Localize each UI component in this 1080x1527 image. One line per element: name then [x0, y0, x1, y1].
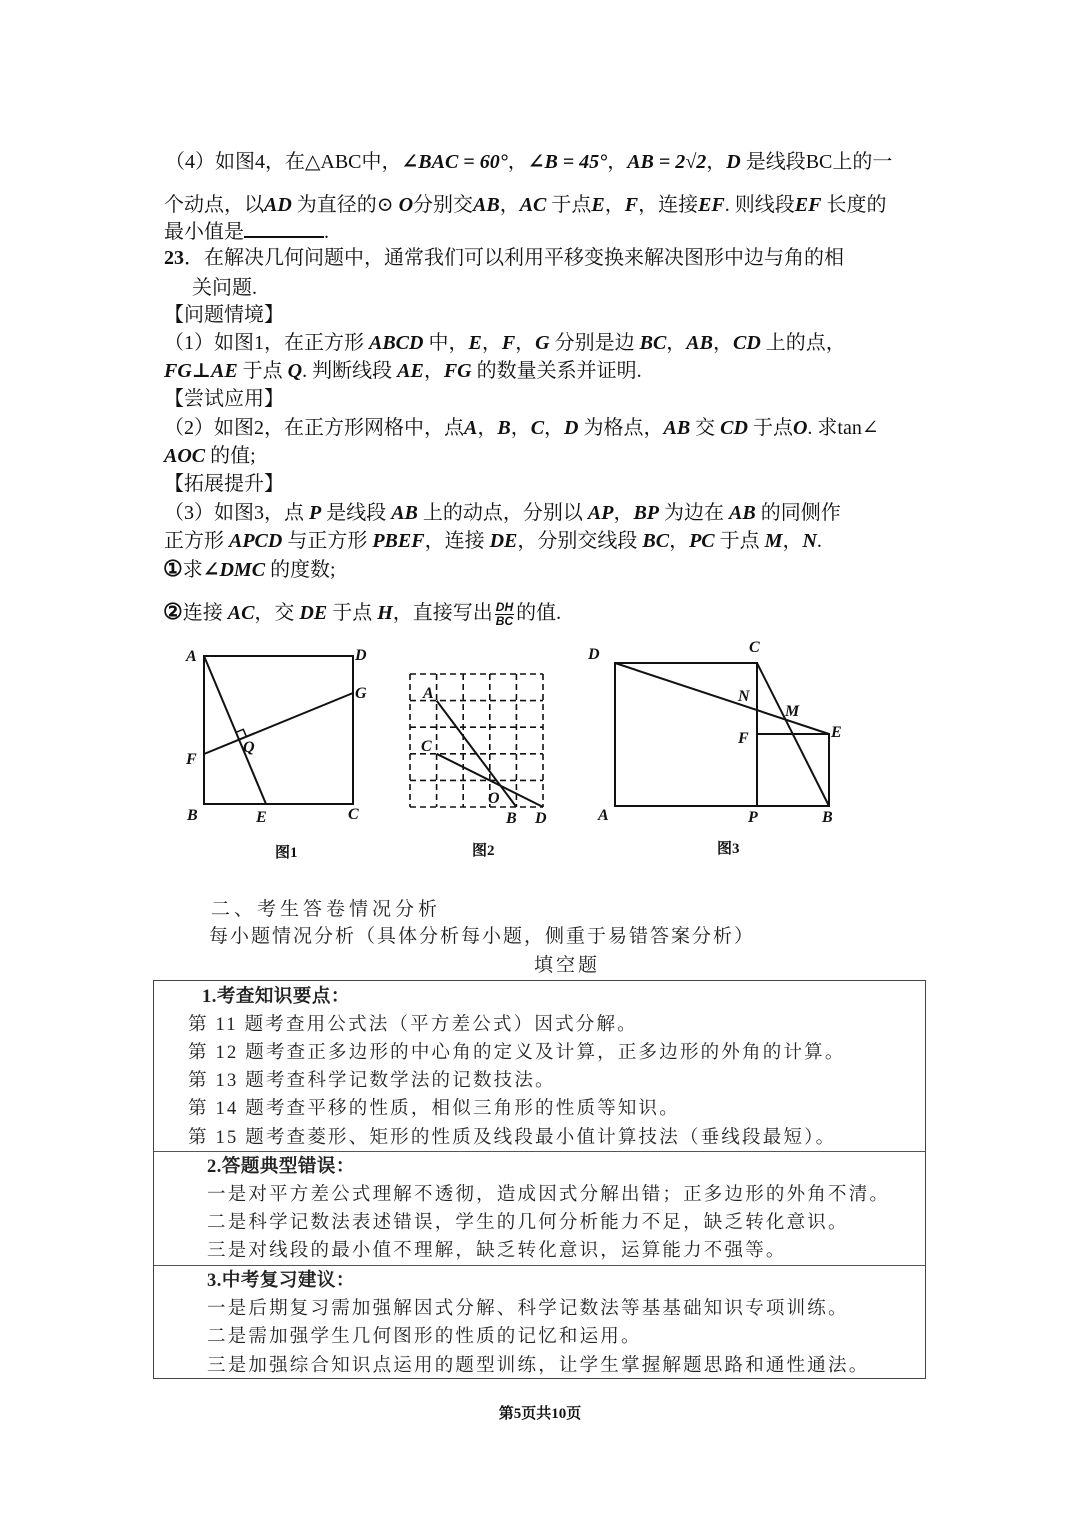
math-run: BC	[642, 530, 670, 552]
section-title-problem-situation: 【问题情境】	[164, 304, 284, 326]
label-a: A	[186, 648, 197, 665]
math-run: AC	[519, 194, 547, 216]
text-run: ，	[510, 417, 531, 439]
math-run: CD	[732, 332, 761, 354]
list-item: 一是后期复习需加强解因式分解、科学记数法等基基础知识专项训练。	[207, 1299, 849, 1319]
label-g: G	[355, 685, 367, 702]
text-run: ，	[666, 332, 687, 354]
label-a: A	[598, 807, 609, 824]
text-run: ，	[669, 530, 690, 552]
math-run: CD	[720, 417, 748, 439]
text-run: ，分别交线段	[517, 530, 643, 552]
label-c: C	[749, 639, 760, 656]
text-run: ，	[544, 417, 565, 439]
text-run: 中，	[423, 332, 469, 354]
text-run: ，直接写出	[392, 602, 493, 624]
math-run: ∠DMC	[202, 559, 266, 581]
row-heading: 2.答题典型错误：	[207, 1157, 355, 1177]
math-run: O	[792, 417, 808, 439]
text-run: . 求tan∠	[807, 417, 879, 439]
figure-3	[615, 663, 829, 806]
square-abcd	[204, 656, 353, 804]
section-title: 二、考生答卷情况分析	[211, 899, 442, 920]
math-run: PC	[689, 530, 715, 552]
text-run: ，	[507, 151, 528, 173]
text-run: （3）如图3，点	[164, 502, 309, 524]
table-row-knowledge-points	[154, 981, 925, 1151]
label-e: E	[256, 809, 267, 826]
text-run: 的数量关系并证明.	[471, 360, 642, 382]
math-run: BC	[639, 332, 667, 354]
label-e: E	[831, 724, 842, 741]
math-run: AC	[227, 602, 255, 624]
list-item: 第 13 题考查科学记数学法的记数技法。	[188, 1071, 556, 1091]
math-run: PBEF	[372, 530, 425, 552]
square-pbef	[757, 734, 829, 806]
figure-3-labels	[587, 639, 842, 857]
label-n: N	[738, 688, 750, 705]
text-run: 分别是边	[549, 332, 640, 354]
math-run: D	[726, 151, 741, 173]
text-run: ，	[712, 332, 733, 354]
text-run: 交	[690, 417, 721, 439]
math-run: DE	[489, 530, 518, 552]
math-run: AB = 2√2	[627, 151, 707, 173]
text-run: 的值;	[205, 445, 256, 467]
text-run: ，	[515, 332, 536, 354]
text-run: 于点	[237, 360, 288, 382]
math-run: AB	[391, 502, 418, 524]
math-run: EF	[794, 194, 822, 216]
math-run: EF	[698, 194, 725, 216]
text-run: 是线段BC上的一	[740, 151, 893, 173]
math-run: FG⊥AE	[164, 360, 238, 382]
figure-2-labels	[421, 685, 547, 859]
section-subtitle: 每小题情况分析（具体分析每小题，侧重于易错答案分析）	[209, 926, 756, 947]
math-run: O	[398, 194, 414, 216]
page-number: 第5页共10页	[498, 1406, 582, 1422]
text-run: 个动点，以	[164, 194, 264, 216]
label-d: D	[355, 647, 367, 664]
text-run: .	[816, 530, 822, 552]
math-run: AP	[587, 502, 614, 524]
text-run: 与正方形	[282, 530, 373, 552]
figure-1	[204, 656, 353, 804]
label-d: D	[535, 810, 547, 827]
section-title-extension: 【拓展提升】	[164, 473, 284, 495]
figure-1-labels	[185, 647, 367, 861]
problem23-intro-line2: 关问题.	[192, 277, 257, 299]
text-run: （1）如图1，在正方形	[164, 332, 369, 354]
list-item: 三是加强综合知识点运用的题型训练，让学生掌握解题思路和通性通法。	[207, 1356, 870, 1376]
text-run: 分别交	[413, 194, 474, 216]
math-run: E	[591, 194, 605, 216]
label-b: B	[187, 807, 198, 824]
text-run: 的值.	[516, 602, 562, 624]
math-run: DE	[299, 602, 328, 624]
math-run: APCD	[229, 530, 283, 552]
math-run: M	[764, 530, 783, 552]
figure-3-caption: 图3	[717, 841, 740, 857]
math-run: F	[501, 332, 516, 354]
list-item: 第 15 题考查菱形、矩形的性质及线段最小值计算技法（垂线段最短）。	[188, 1128, 837, 1148]
text-run: 为边在	[659, 502, 730, 524]
list-item: 二是需加强学生几何图形的性质的记忆和运用。	[207, 1327, 642, 1347]
math-run: ∠BAC = 60°	[401, 151, 508, 173]
math-run: E	[468, 332, 482, 354]
text-run: ，	[706, 151, 727, 173]
text-run: ，	[423, 360, 444, 382]
circled-number-2: ②	[163, 599, 183, 624]
problem-number: 23	[164, 247, 184, 269]
label-f: F	[186, 751, 197, 768]
analysis-table	[153, 980, 926, 1379]
text-run: . 判断线段	[302, 360, 398, 382]
text-run: ，交	[254, 602, 300, 624]
text-run: （2）如图2，在正方形网格中，点	[164, 417, 464, 439]
math-run: ABCD	[369, 332, 424, 354]
math-run: AB	[663, 417, 691, 439]
list-item: 第 11 题考查用公式法（平方差公式）因式分解。	[188, 1015, 638, 1035]
fraction-denominator: BC	[495, 613, 514, 628]
table-row-review-suggestions	[154, 1265, 925, 1379]
math-run: C	[530, 417, 545, 439]
math-run: H	[377, 602, 393, 624]
label-o: O	[488, 790, 500, 807]
text-run: ，	[607, 151, 628, 173]
list-item: 一是对平方差公式理解不透彻，造成因式分解出错；正多边形的外角不清。	[207, 1185, 891, 1205]
text-run: .	[324, 221, 329, 243]
label-f: F	[738, 730, 749, 747]
text-run: ，连接	[424, 530, 490, 552]
math-run: Q	[287, 360, 303, 382]
list-item: 第 14 题考查平移的性质，相似三角形的性质等知识。	[188, 1099, 680, 1119]
figure-1-caption: 图1	[275, 845, 298, 861]
label-q: Q	[243, 739, 255, 756]
text-run: 上的点，	[760, 332, 846, 354]
text-run: . 则线段	[724, 194, 795, 216]
text-run: ，	[604, 194, 625, 216]
text-run: （4）如图4，在△ABC中，	[165, 151, 402, 173]
math-run: AB	[686, 332, 713, 354]
text-run: ，连接	[638, 194, 699, 216]
text-run: 的度数;	[265, 559, 336, 581]
text-run: 最小值是	[164, 221, 244, 243]
section-title-try-application: 【尝试应用】	[164, 388, 284, 410]
math-run: A	[464, 417, 478, 439]
text-run: ，	[782, 530, 803, 552]
math-run: G	[535, 332, 550, 354]
label-p: P	[748, 809, 758, 826]
text-run: 于点	[327, 602, 378, 624]
math-run: D	[564, 417, 579, 439]
math-run: AOC	[164, 445, 206, 467]
text-run: 是线段	[321, 502, 392, 524]
fraction-numerator: DH	[495, 599, 514, 614]
text-run: ，	[613, 502, 634, 524]
row-heading: 1.考查知识要点：	[202, 987, 350, 1007]
text-run: ，	[499, 194, 520, 216]
list-item: 第 12 题考查正多边形的中心角的定义及计算，正多边形的外角的计算。	[188, 1043, 846, 1063]
text-run: ，	[481, 332, 502, 354]
math-run: F	[624, 194, 639, 216]
segment-ae	[204, 656, 266, 804]
label-d: D	[588, 646, 600, 663]
math-run: FG	[443, 360, 472, 382]
list-item: 三是对线段的最小值不理解，缺乏转化意识，运算能力不强等。	[207, 1241, 787, 1261]
figure-2-caption: 图2	[472, 843, 495, 859]
text-run: 的同侧作	[755, 502, 841, 524]
text-run: 连接	[182, 602, 228, 624]
math-run: N	[802, 530, 817, 552]
label-a: A	[423, 685, 434, 702]
text-run: 求	[182, 559, 203, 581]
text-run: 于点	[714, 530, 765, 552]
label-b: B	[822, 809, 833, 826]
text-run: 为直径的⊙	[291, 194, 399, 216]
text-run: 于点	[747, 417, 793, 439]
table-title: 填空题	[533, 955, 600, 976]
text-run: 正方形	[164, 530, 229, 552]
math-run: ∠B = 45°	[527, 151, 608, 173]
label-b: B	[506, 810, 517, 827]
square-apcd	[615, 663, 757, 806]
math-run: AE	[397, 360, 424, 382]
segment-fg	[204, 693, 353, 754]
math-run: AB	[729, 502, 756, 524]
label-c: C	[421, 738, 432, 755]
label-c: C	[348, 806, 359, 823]
table-row-typical-errors	[154, 1151, 925, 1265]
row-heading: 3.中考复习建议：	[207, 1271, 355, 1291]
math-run: P	[309, 502, 322, 524]
list-item: 二是科学记数法表述错误，学生的几何分析能力不足，缺乏转化意识。	[207, 1213, 849, 1233]
text-run: 于点	[546, 194, 592, 216]
math-run: BP	[633, 502, 660, 524]
math-run: AB	[473, 194, 500, 216]
text-run: ．在解决几何问题中，通常我们可以利用平移变换来解决图形中边与角的相	[184, 247, 844, 269]
circled-number-1: ①	[163, 556, 183, 581]
math-run: B	[497, 417, 511, 439]
label-m: M	[785, 703, 800, 720]
text-run: 为格点，	[578, 417, 664, 439]
text-run: 长度的	[821, 194, 887, 216]
math-run: AD	[264, 194, 292, 216]
text-run: ，	[477, 417, 498, 439]
segment-de	[615, 663, 829, 734]
text-run: 上的动点，分别以	[417, 502, 588, 524]
